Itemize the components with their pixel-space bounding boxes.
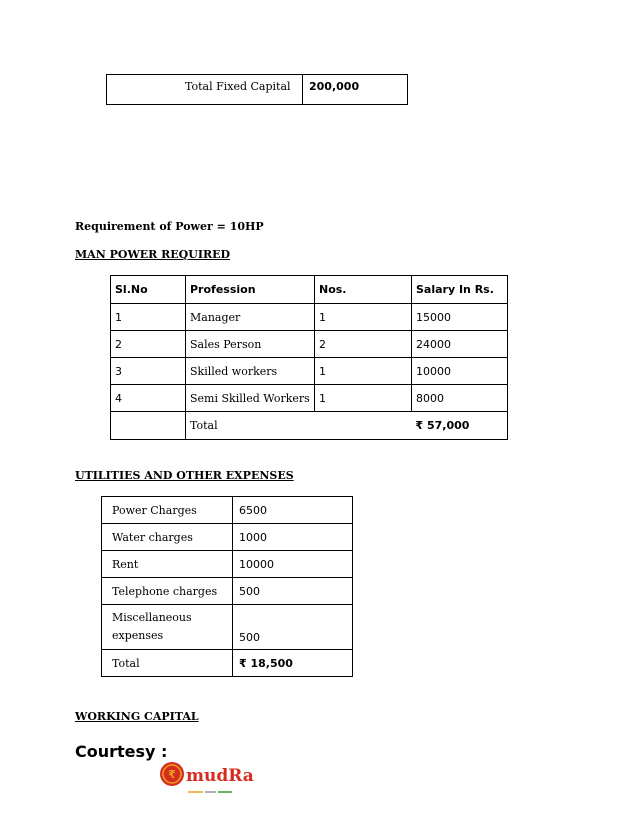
- utility-value: 10000: [233, 551, 353, 578]
- table-row: [102, 551, 353, 578]
- cell-profession: Sales Person: [186, 331, 315, 358]
- power-requirement: Requirement of Power = 10HP: [75, 220, 264, 233]
- working-capital-heading: WORKING CAPITAL: [75, 710, 199, 723]
- utility-value: 6500: [233, 497, 353, 524]
- fixed-capital-table: [106, 74, 408, 105]
- cell-salary: 8000: [412, 385, 508, 412]
- misc-label-line1: Miscellaneous: [112, 611, 192, 624]
- manpower-table: [110, 275, 508, 440]
- fixed-capital-value: 200,000: [303, 75, 408, 105]
- cell-salary: 24000: [412, 331, 508, 358]
- utility-label: Water charges: [102, 524, 233, 551]
- misc-label-line2: expenses: [112, 629, 164, 642]
- utilities-total-row: [102, 650, 353, 677]
- utilities-total-value: ₹ 18,500: [233, 650, 353, 677]
- cell-salary: 15000: [412, 304, 508, 331]
- table-row: [102, 578, 353, 605]
- cell-profession: Skilled workers: [186, 358, 315, 385]
- manpower-total-value: ₹ 57,000: [412, 412, 508, 440]
- utility-value: 500: [233, 605, 353, 650]
- manpower-header-row: [111, 276, 508, 304]
- table-row: [102, 497, 353, 524]
- cell-slno: 1: [111, 304, 186, 331]
- logo-rupee: ₹: [168, 768, 176, 781]
- header-profession: Profession: [186, 276, 315, 304]
- cell-slno: 3: [111, 358, 186, 385]
- table-row: [102, 605, 353, 650]
- cell-nos: 2: [315, 331, 412, 358]
- utilities-heading: UTILITIES AND OTHER EXPENSES: [75, 469, 294, 482]
- utilities-table: [101, 496, 353, 677]
- utility-label: Telephone charges: [102, 578, 233, 605]
- cell-profession: Manager: [186, 304, 315, 331]
- utility-label-misc: [102, 605, 233, 650]
- utility-label: Power Charges: [102, 497, 233, 524]
- cell-nos: 1: [315, 304, 412, 331]
- mudra-logo-icon: [158, 757, 254, 797]
- fixed-capital-label: Total Fixed Capital: [107, 75, 303, 105]
- cell-nos: 1: [315, 358, 412, 385]
- utility-label: Rent: [102, 551, 233, 578]
- cell-slno: 2: [111, 331, 186, 358]
- courtesy-text: Courtesy :: [75, 742, 168, 761]
- cell-nos: 1: [315, 385, 412, 412]
- manpower-heading: MAN POWER REQUIRED: [75, 248, 231, 261]
- utility-value: 1000: [233, 524, 353, 551]
- header-nos: Nos.: [315, 276, 412, 304]
- table-row: [111, 304, 508, 331]
- cell-salary: 10000: [412, 358, 508, 385]
- manpower-total-label: Total: [186, 412, 412, 440]
- table-row: [111, 358, 508, 385]
- table-row: [111, 331, 508, 358]
- cell-profession: Semi Skilled Workers: [186, 385, 315, 412]
- utilities-total-label: Total: [102, 650, 233, 677]
- header-slno: Sl.No: [111, 276, 186, 304]
- utility-value: 500: [233, 578, 353, 605]
- table-row: [102, 524, 353, 551]
- table-row: [111, 385, 508, 412]
- manpower-total-row: [111, 412, 508, 440]
- cell-slno: 4: [111, 385, 186, 412]
- header-salary: Salary In Rs.: [412, 276, 508, 304]
- logo-wordmark: mudRa: [186, 766, 254, 786]
